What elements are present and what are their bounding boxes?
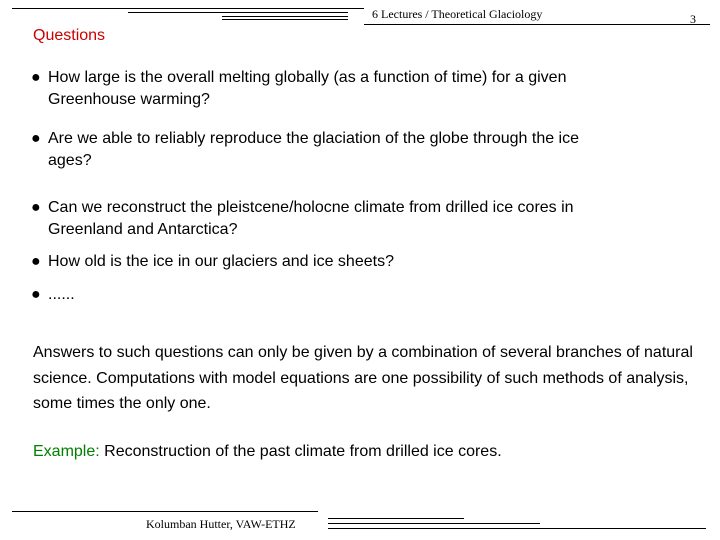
question-item — [31, 251, 394, 273]
page-number: 3 — [690, 12, 696, 26]
footer-rule — [328, 528, 706, 529]
example-label: Example: — [33, 443, 100, 460]
header-rule — [12, 8, 364, 9]
bullet-icon: ● — [31, 199, 41, 216]
footer-rule — [12, 511, 318, 512]
question-text: Are we able to reliably reproduce the glaciation of the globe through the ice — [48, 130, 580, 147]
question-text-continued: Greenhouse warming? — [48, 91, 210, 108]
question-item — [31, 197, 574, 241]
question-item — [31, 128, 579, 172]
bullet-icon: ● — [31, 130, 41, 147]
question-item — [31, 67, 566, 111]
question-item — [31, 284, 75, 306]
question-text: How old is the ice in our glaciers and ice sheets? — [48, 253, 394, 270]
header-rule — [222, 16, 348, 17]
question-text: How large is the overall melting globally (as a function of time) for a given — [48, 69, 567, 86]
question-text-continued: ages? — [48, 152, 92, 169]
footer-rule — [328, 523, 540, 524]
example-line — [33, 443, 502, 461]
question-text: ...... — [48, 286, 75, 303]
section-heading: Questions — [33, 27, 106, 44]
header-rule — [364, 24, 710, 25]
bullet-icon: ● — [31, 69, 41, 86]
question-text-continued: Greenland and Antarctica? — [48, 221, 238, 238]
header-title: 6 Lectures / Theoretical Glaciology — [372, 7, 543, 21]
example-text: Reconstruction of the past climate from drilled ice cores. — [99, 443, 502, 460]
bullet-icon: ● — [31, 286, 41, 303]
footer-author: Kolumban Hutter, VAW-ETHZ — [146, 517, 296, 531]
header-rule — [128, 12, 348, 13]
answer-paragraph: Answers to such questions can only be given by a combination of several branches of natural science. Computations with model equations are one possibility of such methods of analysis, some times the only one. — [33, 344, 693, 412]
header-rule — [222, 19, 348, 20]
question-text: Can we reconstruct the pleistcene/holocne climate from drilled ice cores in — [48, 199, 574, 216]
bullet-icon: ● — [31, 253, 41, 270]
footer-rule — [328, 518, 464, 519]
